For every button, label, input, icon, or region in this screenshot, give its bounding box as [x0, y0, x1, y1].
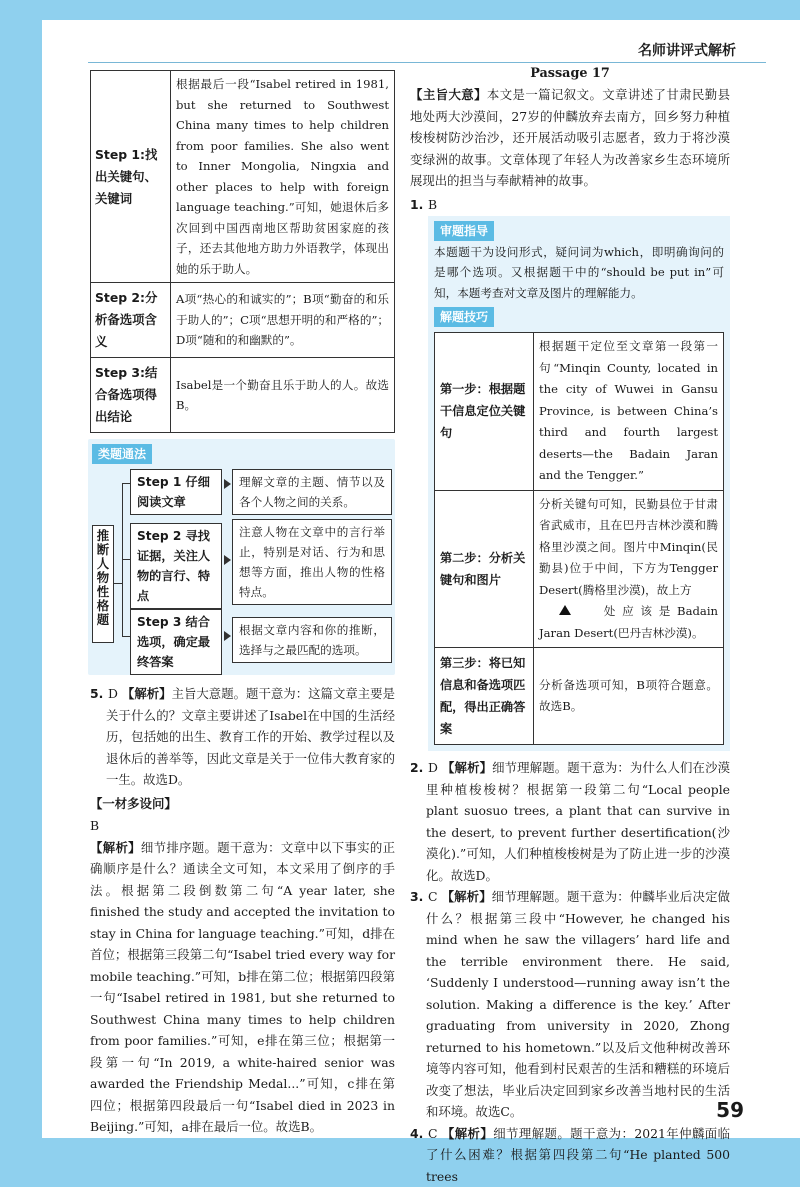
- answer: B: [428, 197, 437, 212]
- step-label: 第三步：将已知信息和备选项匹配，得出正确答案: [435, 648, 534, 745]
- method-step-1-text: 理解文章的主题、情节以及各个人物之间的关系。: [232, 469, 392, 515]
- connector-line: [122, 559, 130, 560]
- guide-tag: 审题指导: [434, 221, 494, 241]
- analysis-mark: 【解析】: [442, 889, 492, 904]
- arrow-icon: [224, 479, 231, 489]
- extra-explanation: [90, 837, 395, 1138]
- method-step-1: Step 1 仔细阅读文章: [130, 469, 222, 515]
- question-2: [410, 757, 730, 886]
- analysis-table: [90, 70, 395, 433]
- step-label: Step 2:分析备选项含义: [91, 283, 171, 358]
- table-row: [435, 648, 724, 745]
- main-idea-mark: 【主旨大意】: [410, 87, 487, 102]
- step-text: [534, 490, 724, 648]
- question-4: [410, 1123, 730, 1187]
- header-rule: [88, 62, 766, 63]
- analysis-mark: 【解析】: [90, 840, 141, 855]
- answer: C: [428, 889, 437, 904]
- step-text-part: 处应该是Badain Jaran Desert(巴丹吉林沙漠)。: [539, 604, 718, 640]
- step-label: Step 3:结合备选项得出结论: [91, 358, 171, 433]
- analysis-mark: 【解析】: [442, 1126, 493, 1141]
- answer: C: [428, 1126, 437, 1141]
- table-row: [435, 333, 724, 491]
- question-number: 2.: [410, 757, 428, 779]
- method-step-2-text: 注意人物在文章中的言行举止，特别是对话、行为和思想等方面，推出人物的性格特点。: [232, 519, 392, 605]
- page-number: 59: [716, 1098, 744, 1122]
- left-column: [90, 70, 395, 1138]
- guide-text: 本题题干为设问形式，疑问词为which，即明确询问的是哪个选项。又根据题干中的“should be put in”可知，本题考查对文章及图片的理解能力。: [434, 242, 724, 304]
- method-tag: 类题通法: [92, 444, 152, 464]
- explanation: 细节排序题。题干意为：文章中以下事实的正确顺序是什么？通读全文可知，本文采用了倒序的手法。根据第二段倒数第二句“A year later, she finished the study and accepted the invitation to stay in China for language teaching.”可知，d排在首位；根据第三段第二句“Isabel tried every way for mobile teaching.”可知，b排在第二位；根据第四段第一句“Isabel retired in 1981, but she returned to Southwest China many times to help children from poor families.”可知，e排在第三位；根据第一段第一句“In 2019, a white-haired senior was awarded the Friendship Medal...”可知，c排在第四位；根据第四段最后一句“Isabel died in 2023 in Beijing.”可知，a排在最后一位。故选B。: [90, 840, 395, 1135]
- arrow-icon: [224, 631, 231, 641]
- question-5: [90, 683, 395, 791]
- step-label: Step 1:找出关键句、关键词: [91, 71, 171, 283]
- connector-line: [122, 636, 130, 637]
- question-number: 3.: [410, 886, 428, 908]
- method-box: [88, 439, 395, 675]
- connector-line: [114, 583, 122, 584]
- answer: D: [108, 686, 118, 701]
- extra-question-heading: 【一材多设问】: [90, 793, 395, 815]
- table-row: [435, 490, 724, 648]
- step-text: Isabel是一个勤奋且乐于助人的人。故选B。: [171, 358, 395, 433]
- extra-answer: B: [90, 815, 395, 837]
- question-1: [410, 194, 730, 216]
- step-label: 第二步：分析关键句和图片: [435, 490, 534, 648]
- question-number: 4.: [410, 1123, 428, 1145]
- triangle-icon: [559, 605, 571, 615]
- explanation: 主旨大意题。题干意为：这篇文章主要是关于什么的？文章主要讲述了Isabel在中国的生活经历，包括她的出生、教育工作的开始、教学过程以及退休后的善举等，因此文章是关于一位伟大教育家的一生。故选D。: [106, 686, 395, 787]
- passage-title: Passage 17: [410, 64, 730, 84]
- method-step-3-text: 根据文章内容和你的推断，选择与之最匹配的选项。: [232, 617, 392, 663]
- connector-line: [122, 483, 130, 484]
- step-text-part: 分析关键句可知，民勤县位于甘肃省武威市，且在巴丹吉林沙漠和腾格里沙漠之间。图片中Minqin(民勤县)位于中间，下方为Tengger Desert(腾格里沙漠)，故上方: [539, 497, 718, 597]
- table-row: [91, 358, 395, 433]
- step-text: 根据最后一段“Isabel retired in 1981, but she returned to Southwest China many times to help children from poor families. She also went to Inner Mongolia, Ningxia and other places to help with foreign language teaching.”可知，她退休后多次回到中国西南地区帮助贫困家庭的孩子，还去其他地方助力外语教学，体现出她的乐于助人。: [171, 71, 395, 283]
- table-row: [91, 71, 395, 283]
- method-step-3: Step 3 结合选项，确定最终答案: [130, 609, 222, 675]
- explanation: 细节理解题。题干意为：2021年仲麟面临了什么困难？根据第四段第二句“He planted 500 trees: [426, 1126, 730, 1184]
- step-text: 分析备选项可知，B项符合题意。故选B。: [534, 648, 724, 745]
- step-label: 第一步：根据题干信息定位关键句: [435, 333, 534, 491]
- step-text: 根据题干定位至文章第一段第一句“Minqin County, located in the city of Wuwei in Gansu Province, is between China’s third and fourth largest deserts—the Badain Jaran and the Tengger.”: [534, 333, 724, 491]
- page-header-title: 名师讲评式解析: [638, 40, 736, 60]
- explanation: 细节理解题。题干意为：为什么人们在沙漠里种植梭梭树？根据第一段第二句“Local people plant suosuo trees, a plant that can survive in the desert, to prevent further desertification(沙漠化).”可知，人们种植梭梭树是为了防止进一步的沙漠化。故选D。: [426, 760, 730, 883]
- skill-tag: 解题技巧: [434, 307, 494, 327]
- question-number: 1.: [410, 194, 428, 216]
- method-diagram: [92, 469, 391, 667]
- guide-box: [428, 216, 730, 752]
- question-number: 5.: [90, 683, 108, 705]
- question-3: [410, 886, 730, 1123]
- right-column: [410, 64, 730, 1187]
- explanation: 细节理解题。题干意为：仲麟毕业后决定做什么？根据第三段中“However, he changed his mind when he saw the villagers’ hard life and the terrible environment there. He said, ‘Suddenly I understood—running away isn’t the solution. Making a difference is the key.’ After graduating from university in 2020, Zhong returned to his hometown.”以及后文他种树改善环境等内容可知，他看到村民艰苦的生活和糟糕的环境后改变了想法，毕业后决定回到家乡改善当地村民的生活和环境。故选C。: [426, 889, 730, 1119]
- header-band: [42, 0, 800, 20]
- analysis-mark: 【解析】: [122, 686, 172, 701]
- main-idea: [410, 84, 730, 192]
- main-idea-text: 本文是一篇记叙文。文章讲述了甘肃民勤县地处两大沙漠间，27岁的仲麟放弃去南方，回乡努力种植梭梭树防沙治沙，还开展活动吸引志愿者，致力于将沙漠变绿洲的故事。文章体现了年轻人为改善家乡生态环境所展现出的担当与奉献精神的故事。: [410, 87, 730, 188]
- method-step-2: Step 2 寻找证据，关注人物的言行、特点: [130, 523, 222, 609]
- analysis-mark: 【解析】: [442, 760, 492, 775]
- arrow-icon: [224, 555, 231, 565]
- table-row: [91, 283, 395, 358]
- answer: D: [428, 760, 438, 775]
- skill-table: [434, 332, 724, 745]
- step-text: A项“热心的和诚实的”；B项“勤奋的和乐于助人的”；C项“思想开明的和严格的”；D项“随和的和幽默的”。: [171, 283, 395, 358]
- method-vertical-label: 推断人物性格题: [92, 525, 114, 643]
